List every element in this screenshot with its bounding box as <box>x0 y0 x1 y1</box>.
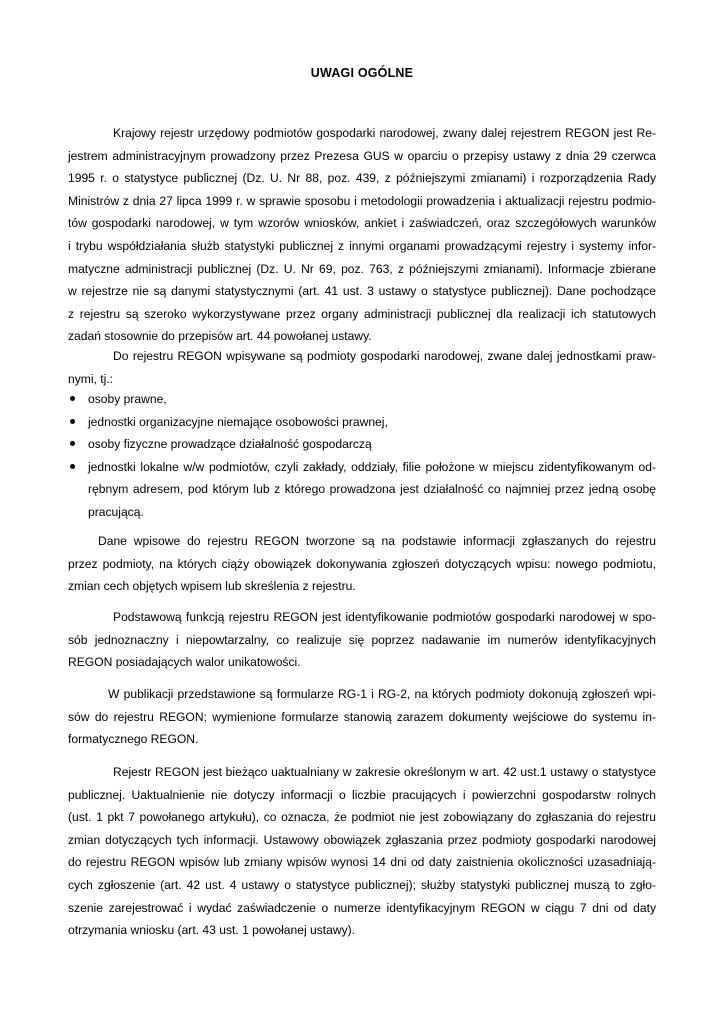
text-line: (ust. 1 pkt 7 powołanego artykułu), co oznacza, że podmiot nie jest zobowiązany do zgłaszania do rejestru <box>68 810 656 825</box>
paragraph-entry-data <box>68 530 656 598</box>
text-line: zmian cech objętych wpisem lub skreślenia z rejestru. <box>68 579 356 594</box>
paragraph-main-function <box>68 606 656 674</box>
text-line: do rejestru REGON wpisów lub zmiany wpisów wynosi 14 dni od daty zaistnienia okoliczności uzasadniają- <box>68 855 656 870</box>
text-line: jestrem administracyjnym prowadzony przez Prezesa GUS w oparciu o przepisy ustawy z dnia 29 czerwca <box>68 148 656 163</box>
entity-type-list <box>68 388 656 524</box>
text-line: Ministrów z dnia 27 lipca 1999 r. w sprawie sposobu i metodologii prowadzenia i aktualizacji rejestru podmio- <box>68 193 656 208</box>
paragraph-entities <box>68 345 656 390</box>
paragraph-forms <box>68 683 656 751</box>
text-line: zadań stosownie do przepisów art. 44 powołanej ustawy. <box>68 329 372 344</box>
list-item <box>68 433 656 456</box>
text-line: osoby prawne, <box>88 392 167 406</box>
text-line: REGON posiadających walor unikatowości. <box>68 655 301 670</box>
text-line: Krajowy rejestr urzędowy podmiotów gospodarki narodowej, zwany dalej rejestrem REGON jest Re- <box>113 126 656 140</box>
text-line: 1995 r. o statystyce publicznej (Dz. U. Nr 88, poz. 439, z późniejszymi zmianami) i rozporządzenia Rady <box>68 171 656 186</box>
text-line: osoby fizyczne prowadzące działalność gospodarczą <box>88 437 372 452</box>
text-line: szenie zarejestrować i wydać zaświadczenie o numerze identyfikacyjnym REGON w ciągu 7 dni od daty <box>68 900 656 915</box>
bullet-icon <box>70 441 75 446</box>
page-title: UWAGI OGÓLNE <box>310 66 414 80</box>
text-line: formatycznego REGON. <box>68 732 199 747</box>
text-line: W publikacji przedstawione są formularze RG-1 i RG-2, na których podmioty dokonują zgłoszeń wpi- <box>108 687 656 701</box>
list-item <box>68 411 656 434</box>
bullet-icon <box>70 396 75 401</box>
text-line: Dane wpisowe do rejestru REGON tworzone są na podstawie informacji zgłaszanych do rejestru <box>98 534 656 548</box>
text-line: z rejestru są szeroko wykorzystywane przez organy administracji publicznej dla realizacji ich statutowych <box>68 306 656 321</box>
text-line: matyczne administracji publicznej (Dz. U. Nr 69, poz. 763, z późniejszymi zmianami). Informacje zbierane <box>68 261 656 276</box>
text-line: przez podmioty, na których ciąży obowiązek dokonywania zgłoszeń dotyczących wpisu: nowego podmiotu, <box>68 556 656 571</box>
paragraph-regon-intro <box>68 122 656 348</box>
list-item <box>68 456 656 524</box>
text-line: Do rejestru REGON wpisywane są podmioty gospodarki narodowej, zwane dalej jednostkami praw- <box>113 349 656 363</box>
text-line: sób jednoznaczny i niepowtarzalny, co realizuje się poprzez nadawanie im numerów identyfikacyjnych <box>68 632 656 647</box>
text-line: Podstawową funkcją rejestru REGON jest identyfikowanie podmiotów gospodarki narodowej w spo- <box>113 610 656 624</box>
paragraph-updates <box>68 761 656 942</box>
text-line: tów gospodarki narodowej, w tym wzorów wniosków, ankiet i zaświadczeń, oraz szczegółowych warunków <box>68 216 656 231</box>
text-line: zmian dotyczących tych informacji. Ustawowy obowiązek zgłaszania przez podmioty gospodarki narodowej <box>68 832 656 847</box>
text-line: cych zgłoszenie (art. 42 ust. 4 ustawy o statystyce publicznej); służby statystyki publicznej muszą to zgło- <box>68 877 656 892</box>
text-line: publicznej. Uaktualnienie nie dotyczy informacji o liczbie pracujących i powierzchni gospodarstw rolnych <box>68 787 656 802</box>
text-line: i trybu współdziałania służb statystyki publicznej z innymi organami prowadzącymi rejestry i systemy infor- <box>68 238 656 253</box>
text-line: Rejestr REGON jest bieżąco uaktualniany w zakresie określonym w art. 42 ust.1 ustawy o statystyce <box>113 765 656 779</box>
text-line: jednostki organizacyjne niemające osobowości prawnej, <box>88 414 388 429</box>
bullet-icon <box>70 419 75 424</box>
text-line: otrzymania wniosku (art. 43 ust. 1 powołanej ustawy). <box>68 923 356 938</box>
text-line: rębnym adresem, pod którym lub z którego prowadzona jest działalność co najmniej przez jedną osobę <box>88 482 656 497</box>
text-line: jednostki lokalne w/w podmiotów, czyli zakłady, oddziały, filie położone w miejscu zidentyfikowanym od- <box>88 459 656 474</box>
text-line: w rejestrze nie są danymi statystycznymi (art. 41 ust. 3 ustawy o statystyce publicznej). Dane pochodzące <box>68 284 656 299</box>
text-line: nymi, tj.: <box>68 371 114 386</box>
list-item <box>68 388 656 411</box>
text-line: pracującą. <box>88 504 144 519</box>
bullet-icon <box>70 464 75 469</box>
text-line: sów do rejestru REGON; wymienione formularze stanowią zarazem dokumenty wejściowe do systemu in- <box>68 709 656 724</box>
